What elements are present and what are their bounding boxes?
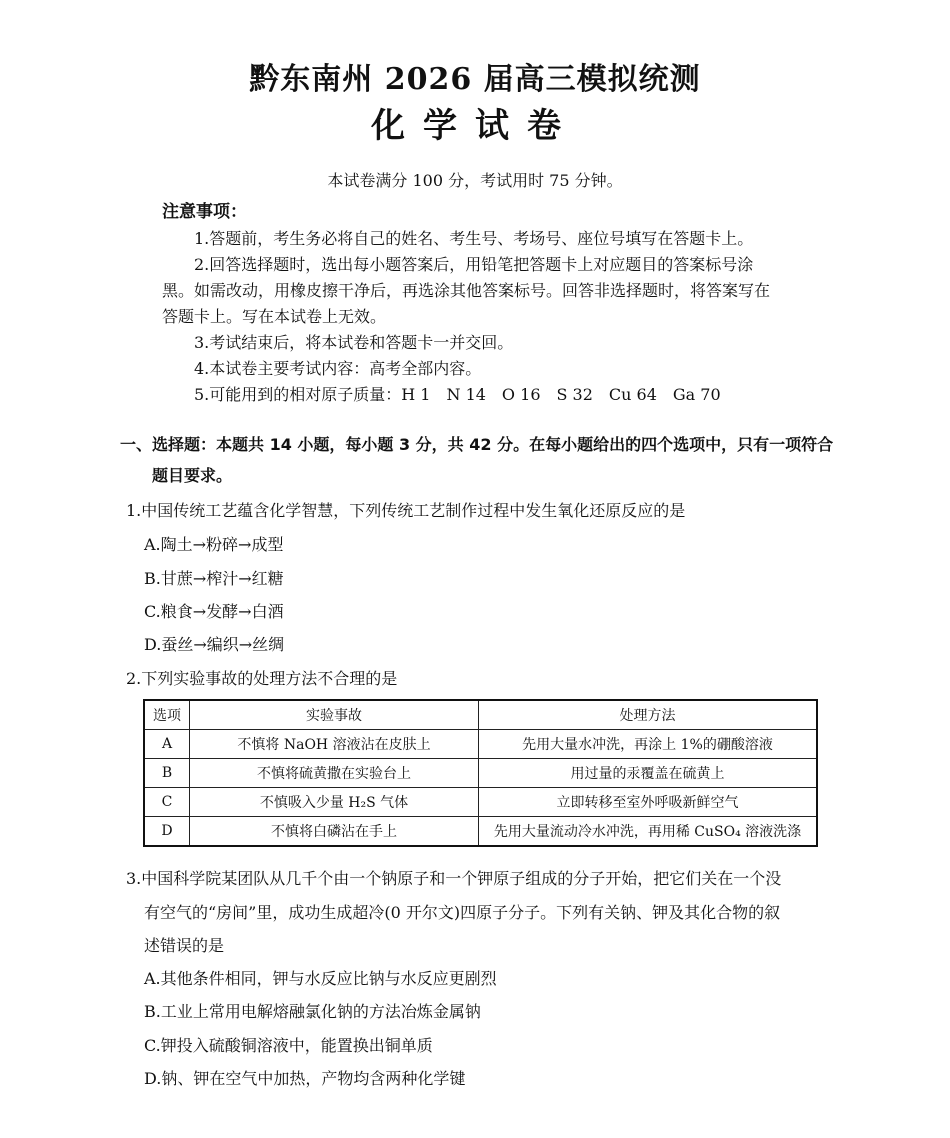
notice-line: 答题卡上。写在本试卷上无效。 <box>162 307 387 326</box>
table-row <box>144 788 817 817</box>
notice-line: 3.考试结束后，将本试卷和答题卡一并交回。 <box>194 333 514 352</box>
table-cell: 不慎将硫黄撒在实验台上 <box>190 759 479 788</box>
question-2-stem: 2.下列实验事故的处理方法不合理的是 <box>126 669 398 688</box>
table-header-row <box>144 700 817 730</box>
question-3-option-a: A.其他条件相同，钾与水反应比钠与水反应更剧烈 <box>144 969 497 988</box>
table-header-cell: 实验事故 <box>190 700 479 730</box>
subject-title: 化学试卷 <box>371 106 579 146</box>
notice-line: 2.回答选择题时，选出每小题答案后，用铅笔把答题卡上对应题目的答案标号涂 <box>194 255 754 274</box>
table-cell: D <box>144 817 190 847</box>
question-1-option-a: A.陶土→粉碎→成型 <box>144 535 284 554</box>
notice-line: 4.本试卷主要考试内容：高考全部内容。 <box>194 359 482 378</box>
question-3-stem-line: 述错误的是 <box>144 936 225 955</box>
table-header-cell: 选项 <box>144 700 190 730</box>
table-header-cell: 处理方法 <box>479 700 818 730</box>
table-cell: 不慎吸入少量 H₂S 气体 <box>190 788 479 817</box>
notice-line: 黑。如需改动，用橡皮擦干净后，再选涂其他答案标号。回答非选择题时，将答案写在 <box>162 281 771 300</box>
section-heading-cont: 题目要求。 <box>152 466 233 485</box>
question-2-table <box>143 699 818 847</box>
table-cell: 用过量的汞覆盖在硫黄上 <box>479 759 818 788</box>
table-cell: 不慎将白磷沾在手上 <box>190 817 479 847</box>
notice-line: 1.答题前，考生务必将自己的姓名、考生号、考场号、座位号填写在答题卡上。 <box>194 229 754 248</box>
table-cell: A <box>144 730 190 759</box>
question-3-stem-line: 有空气的“房间”里，成功生成超冷(0 开尔文)四原子分子。下列有关钠、钾及其化合物的叙 <box>144 903 781 922</box>
table-cell: 不慎将 NaOH 溶液沾在皮肤上 <box>190 730 479 759</box>
question-1-option-c: C.粮食→发酵→白酒 <box>144 602 284 621</box>
notice-heading: 注意事项： <box>162 202 247 222</box>
exam-info: 本试卷满分 100 分，考试用时 75 分钟。 <box>327 171 623 190</box>
question-3-option-d: D.钠、钾在空气中加热，产物均含两种化学键 <box>144 1069 466 1088</box>
notice-line: 5.可能用到的相对原子质量：H 1 N 14 O 16 S 32 Cu 64 Ga 70 <box>194 385 721 404</box>
table-row <box>144 759 817 788</box>
table-cell: 先用大量流动冷水冲洗，再用稀 CuSO₄ 溶液洗涤 <box>479 817 818 847</box>
table-cell: B <box>144 759 190 788</box>
question-3-option-b: B.工业上常用电解熔融氯化钠的方法冶炼金属钠 <box>144 1002 481 1021</box>
question-3-option-c: C.钾投入硫酸铜溶液中，能置换出铜单质 <box>144 1036 433 1055</box>
table-row <box>144 817 817 847</box>
section-heading: 一、选择题：本题共 14 小题，每小题 3 分，共 42 分。在每小题给出的四个选项中，只有一项符合 <box>120 435 834 454</box>
question-3-stem-line: 3.中国科学院某团队从几千个由一个钠原子和一个钾原子组成的分子开始，把它们关在一个没 <box>126 869 782 888</box>
table-cell: 先用大量水冲洗，再涂上 1%的硼酸溶液 <box>479 730 818 759</box>
question-1-stem: 1.中国传统工艺蕴含化学智慧，下列传统工艺制作过程中发生氧化还原反应的是 <box>126 501 686 520</box>
exam-title: 黔东南州 2026 届高三模拟统测 <box>249 62 701 97</box>
question-1-option-d: D.蚕丝→编织→丝绸 <box>144 635 285 654</box>
question-1-option-b: B.甘蔗→榨汁→红糖 <box>144 569 284 588</box>
table-cell: 立即转移至室外呼吸新鲜空气 <box>479 788 818 817</box>
table-cell: C <box>144 788 190 817</box>
table-row <box>144 730 817 759</box>
